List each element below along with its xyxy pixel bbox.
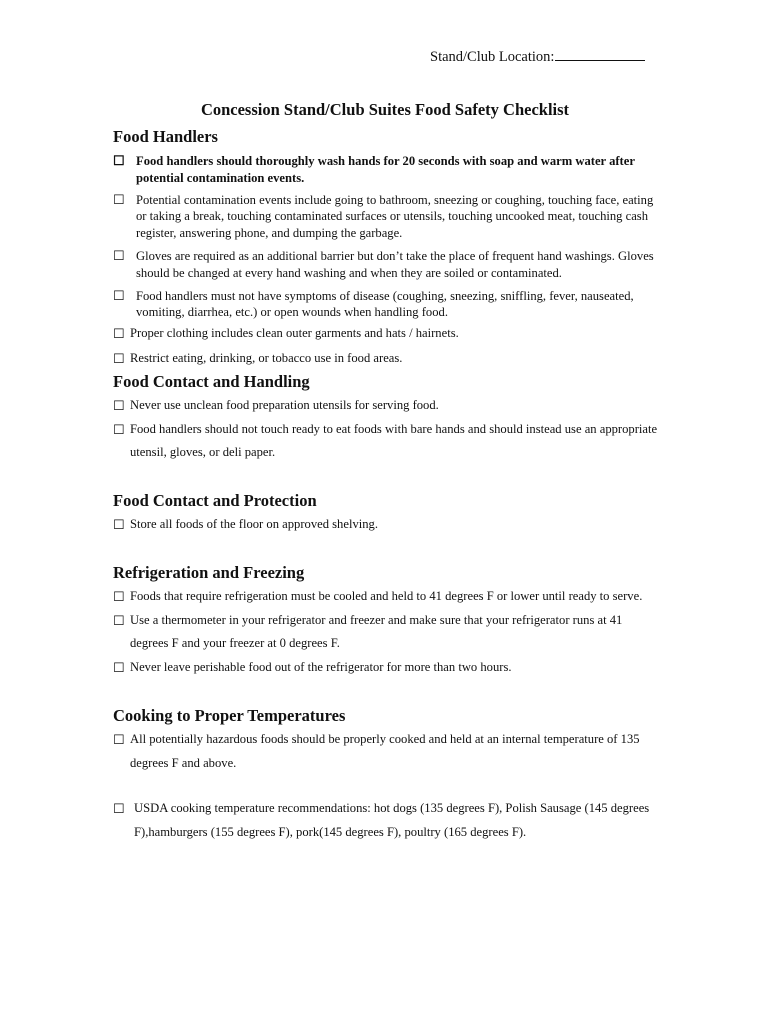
checklist-item xyxy=(113,656,661,680)
checkbox-icon[interactable]: ☐ xyxy=(113,247,125,263)
section-title-cooking: Cooking to Proper Temperatures xyxy=(113,706,346,726)
checklist-item-text: Proper clothing includes clean outer garments and hats / hairnets. xyxy=(130,326,459,341)
checklist-item-text: Food handlers must not have symptoms of disease (coughing, sneezing, sniffling, fever, nauseated, vomiting, diarrhea, etc.) or open wounds when handling food. xyxy=(136,288,634,320)
checklist-item xyxy=(113,322,661,346)
checklist-item-text: Use a thermometer in your refrigerator and freezer and make sure that your refrigerator runs at 41 degrees F and your freezer at 0 degrees F. xyxy=(130,612,623,651)
checkbox-icon[interactable]: ☐ xyxy=(113,191,125,207)
stand-location-field xyxy=(430,46,645,66)
checkbox-icon[interactable]: ☐ xyxy=(113,153,125,168)
checkbox-icon[interactable]: ☐ xyxy=(113,589,125,605)
checkbox-icon[interactable]: ☐ xyxy=(113,326,125,342)
checklist-item xyxy=(113,609,661,656)
checklist-item-text: All potentially hazardous foods should be properly cooked and held at an internal temperature of 135 degrees F and above. xyxy=(130,732,640,770)
checkbox-icon[interactable]: ☐ xyxy=(113,516,125,532)
checkbox-icon[interactable]: ☐ xyxy=(113,287,125,303)
section-title-refrigeration: Refrigeration and Freezing xyxy=(113,563,305,583)
checklist-item xyxy=(113,797,661,844)
checklist-item-text: Never use unclean food preparation utensils for serving food. xyxy=(130,398,439,413)
checkbox-icon[interactable]: ☐ xyxy=(113,612,125,628)
checkbox-icon[interactable]: ☐ xyxy=(113,659,125,675)
checklist-body xyxy=(113,126,661,844)
checklist-item xyxy=(113,153,661,187)
checklist-item-text: Potential contamination events include going to bathroom, sneezing or coughing, touching face, eating or taking a break, touching contaminated surfaces or utensils, touching uncooked meat, touching cash register, answering phone, and dumping the garbage. xyxy=(136,192,654,241)
checklist-item-text: Food handlers should thoroughly wash hands for 20 seconds with soap and warm water after potential contamination events. xyxy=(136,154,635,185)
checkbox-icon[interactable]: ☐ xyxy=(113,801,125,817)
stand-location-blank-line[interactable] xyxy=(555,46,645,61)
section-title-food-handlers: Food Handlers xyxy=(113,127,218,146)
stand-location-label: Stand/Club Location: xyxy=(430,49,555,65)
section-title-food-contact-protection: Food Contact and Protection xyxy=(113,490,317,510)
document-title: Concession Stand/Club Suites Food Safety Checklist xyxy=(200,100,570,119)
checklist-item-text: Restrict eating, drinking, or tobacco use in food areas. xyxy=(130,350,403,365)
checklist-item xyxy=(113,728,661,775)
checkbox-icon[interactable]: ☐ xyxy=(113,732,125,748)
checklist-item xyxy=(113,248,661,282)
checkbox-icon[interactable]: ☐ xyxy=(113,398,125,414)
section-title-food-contact-handling: Food Contact and Handling xyxy=(113,372,310,392)
checklist-item xyxy=(113,418,661,465)
checkbox-icon[interactable]: ☐ xyxy=(113,350,125,366)
checklist-item xyxy=(113,192,661,242)
checklist-item xyxy=(113,347,661,371)
checklist-item-text: Foods that require refrigeration must be cooled and held to 41 degrees F or lower until ready to serve. xyxy=(130,589,643,604)
checklist-item-text: Never leave perishable food out of the refrigerator for more than two hours. xyxy=(130,659,512,674)
checklist-item-text: Store all foods of the floor on approved shelving. xyxy=(130,516,378,531)
checklist-item xyxy=(113,513,661,537)
checklist-item xyxy=(113,585,661,609)
checklist-item xyxy=(113,288,661,322)
checklist-item-text: Gloves are required as an additional barrier but don’t take the place of frequent hand washings. Gloves should be changed at every hand washing and when they are soiled or contaminated. xyxy=(136,248,654,280)
checklist-item-text: USDA cooking temperature recommendations: hot dogs (135 degrees F), Polish Sausage (145 degrees F),hamburgers (155 degrees F), pork(145 degrees F), poultry (165 degrees F). xyxy=(134,801,650,839)
checkbox-icon[interactable]: ☐ xyxy=(113,421,125,437)
checklist-item-text: Food handlers should not touch ready to eat foods with bare hands and should instead use an appropriate utensil, gloves, or deli paper. xyxy=(130,421,658,460)
checklist-item xyxy=(113,394,661,418)
